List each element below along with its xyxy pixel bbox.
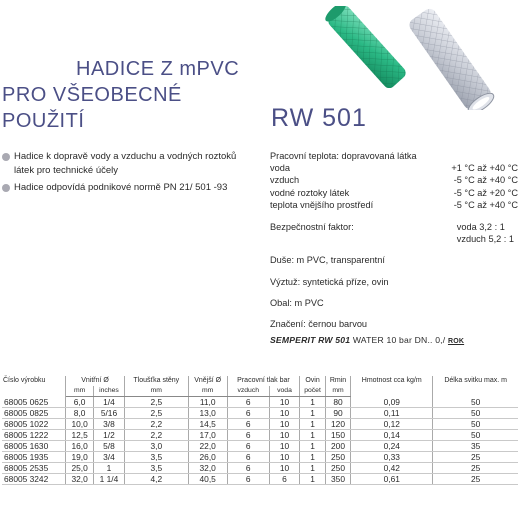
spec-label: vzduch: [270, 175, 300, 186]
table-cell-water: 10: [269, 408, 299, 419]
table-cell-air: 6: [227, 474, 269, 485]
header-wall: Tloušťka stěny: [124, 376, 188, 386]
sub-count: počet: [300, 386, 326, 397]
table-cell-len: 50: [433, 397, 518, 408]
safety-item-label: vzduch: [456, 234, 486, 245]
header-inner: Vnitřní Ø: [66, 376, 125, 386]
safety-item-label: voda: [456, 222, 477, 233]
table-cell-mm: 19,0: [66, 452, 94, 463]
table-cell-ovin: 1: [300, 430, 326, 441]
header-pressure: Pracovní tlak bar: [227, 376, 300, 386]
table-cell-rmin: 250: [325, 463, 350, 474]
table-cell-rmin: 120: [325, 419, 350, 430]
table-cell-ovin: 1: [300, 474, 326, 485]
table-cell-ovin: 1: [300, 452, 326, 463]
spec-value: +1 °C až +40 °C: [451, 163, 518, 174]
header-code: Číslo výrobku: [2, 376, 66, 397]
table-cell-mm: 8,0: [66, 408, 94, 419]
product-code: RW 501: [271, 104, 367, 132]
marking-rok: ROK: [447, 338, 465, 346]
safety-label: Bezpečnostní faktor:: [270, 222, 354, 233]
table-cell-code: 68005 1935: [2, 452, 66, 463]
table-cell-wall: 3,0: [124, 441, 188, 452]
table-cell-wall: 2,2: [124, 430, 188, 441]
table-cell-weight: 0,61: [351, 474, 433, 485]
table-cell-weight: 0,33: [351, 452, 433, 463]
header-rmin: Rmin: [325, 376, 350, 386]
spec-label: teplota vnějšího prostředí: [270, 199, 374, 210]
table-row: [2, 419, 518, 430]
table-cell-water: 10: [269, 397, 299, 408]
table-cell-air: 6: [227, 419, 269, 430]
sub-rmin-mm: mm: [325, 386, 350, 397]
table-cell-code: 68005 2535: [2, 463, 66, 474]
spec-label: voda: [270, 163, 290, 174]
table-cell-len: 35: [433, 441, 518, 452]
header-ovin: Ovin: [300, 376, 326, 386]
table-cell-weight: 0,14: [351, 430, 433, 441]
table-cell-in: 5/8: [94, 441, 125, 452]
sub-inner-mm: mm: [66, 386, 94, 397]
table-cell-ovin: 1: [300, 397, 326, 408]
table-cell-wall: 4,2: [124, 474, 188, 485]
table-cell-len: 25: [433, 474, 518, 485]
table-cell-weight: 0,11: [351, 408, 433, 419]
table-cell-len: 25: [433, 452, 518, 463]
table-cell-rmin: 200: [325, 441, 350, 452]
spec-label: vodné roztoky látek: [270, 187, 350, 198]
header-weight: Hmotnost cca kg/m: [351, 376, 433, 397]
safety-item-value: 5,2 : 1: [488, 234, 514, 245]
table-cell-code: 68005 0625: [2, 397, 66, 408]
title-line-3: POUŽITÍ: [2, 110, 85, 132]
table-cell-code: 68005 1222: [2, 430, 66, 441]
table-cell-outer: 22,0: [188, 441, 227, 452]
table-cell-outer: 17,0: [188, 430, 227, 441]
table-row: [2, 408, 518, 419]
bullet-icon: [2, 184, 10, 192]
table-cell-outer: 40,5: [188, 474, 227, 485]
table-cell-air: 6: [227, 441, 269, 452]
table-cell-air: 6: [227, 397, 269, 408]
title-line-1: HADICE Z mPVC: [76, 58, 240, 80]
bullet-icon: [2, 153, 10, 161]
table-cell-air: 6: [227, 463, 269, 474]
table-cell-ovin: 1: [300, 408, 326, 419]
sub-outer-mm: mm: [188, 386, 227, 397]
table-cell-water: 10: [269, 419, 299, 430]
transparent-hose-image: [400, 8, 500, 110]
sub-wall-mm: mm: [124, 386, 188, 397]
table-cell-wall: 3,5: [124, 463, 188, 474]
table-cell-mm: 25,0: [66, 463, 94, 474]
safety-item-value: 3,2 : 1: [479, 222, 505, 233]
table-cell-rmin: 250: [325, 452, 350, 463]
table-cell-outer: 32,0: [188, 463, 227, 474]
table-cell-code: 68005 0825: [2, 408, 66, 419]
table-cell-rmin: 150: [325, 430, 350, 441]
table-cell-in: 5/16: [94, 408, 125, 419]
table-cell-rmin: 90: [325, 408, 350, 419]
feature-list: [2, 150, 257, 198]
table-cell-outer: 11,0: [188, 397, 227, 408]
specifications: [270, 150, 518, 348]
spec-value: -5 °C až +20 °C: [453, 187, 518, 198]
table-cell-len: 50: [433, 408, 518, 419]
table-cell-water: 10: [269, 430, 299, 441]
sub-inner-in: inches: [94, 386, 125, 397]
table-cell-in: 1 1/4: [94, 474, 125, 485]
table-row: [2, 452, 518, 463]
title-line-2: PRO VŠEOBECNÉ: [2, 84, 182, 106]
header-outer: Vnější Ø: [188, 376, 227, 386]
spec-value: -5 °C až +40 °C: [453, 199, 518, 210]
spec-row: [270, 174, 518, 186]
table-cell-code: 68005 1630: [2, 441, 66, 452]
sub-air: vzduch: [227, 386, 269, 397]
table-row: [2, 474, 518, 485]
marking-brand: SEMPERIT RW 501: [270, 335, 351, 346]
table-cell-ovin: 1: [300, 419, 326, 430]
table-cell-ovin: 1: [300, 441, 326, 452]
safety-factor: [270, 221, 518, 245]
table-cell-mm: 10,0: [66, 419, 94, 430]
table-cell-code: 68005 1022: [2, 419, 66, 430]
table-cell-air: 6: [227, 452, 269, 463]
table-cell-air: 6: [227, 430, 269, 441]
table-cell-mm: 6,0: [66, 397, 94, 408]
table-cell-in: 3/4: [94, 452, 125, 463]
green-hose-image: [322, 6, 412, 88]
table-cell-weight: 0,12: [351, 419, 433, 430]
marking-text: [270, 334, 518, 348]
list-item: [2, 150, 257, 178]
table-cell-in: 1/2: [94, 430, 125, 441]
table-cell-wall: 2,5: [124, 408, 188, 419]
table-cell-wall: 2,5: [124, 397, 188, 408]
marking-label: Značení: černou barvou: [270, 319, 368, 330]
bullet-text: Hadice k dopravě vody a vzduchu a vodných roztoků látek pro technické účely: [14, 151, 237, 176]
table-cell-wall: 3,5: [124, 452, 188, 463]
table-cell-rmin: 350: [325, 474, 350, 485]
table-cell-in: 1/4: [94, 397, 125, 408]
table-cell-in: 3/8: [94, 419, 125, 430]
list-item: [2, 181, 257, 195]
table-cell-len: 25: [433, 463, 518, 474]
table-row: [2, 441, 518, 452]
table-cell-len: 50: [433, 430, 518, 441]
spec-row: [270, 199, 518, 211]
table-cell-len: 50: [433, 419, 518, 430]
table-cell-weight: 0,09: [351, 397, 433, 408]
cover-material: Obal: m PVC: [270, 297, 324, 308]
table-row: [2, 463, 518, 474]
table-cell-water: 6: [269, 474, 299, 485]
core-material: Duše: m PVC, transparentní: [270, 255, 385, 266]
table-cell-wall: 2,2: [124, 419, 188, 430]
safety-values: [457, 221, 514, 245]
bullet-text: Hadice odpovídá podnikové normě PN 21/ 501 -93: [14, 182, 228, 193]
table-cell-outer: 13,0: [188, 408, 227, 419]
table-cell-water: 10: [269, 452, 299, 463]
sub-water: voda: [269, 386, 299, 397]
table-cell-water: 10: [269, 441, 299, 452]
table-cell-in: 1: [94, 463, 125, 474]
table-cell-mm: 16,0: [66, 441, 94, 452]
table-cell-mm: 12,5: [66, 430, 94, 441]
table-cell-ovin: 1: [300, 463, 326, 474]
reinforcement: Výztuž: syntetická příze, ovin: [270, 276, 389, 287]
table-cell-rmin: 80: [325, 397, 350, 408]
marking-rest: WATER 10 bar DN.. 0,/: [352, 335, 446, 346]
product-table: [2, 376, 518, 485]
spec-row: [270, 187, 518, 199]
table-cell-mm: 32,0: [66, 474, 94, 485]
table-cell-weight: 0,24: [351, 441, 433, 452]
temperature-header: Pracovní teplota: dopravovaná látka: [270, 151, 417, 161]
table-row: [2, 430, 518, 441]
spec-value: -5 °C až +40 °C: [453, 175, 518, 186]
table-cell-weight: 0,42: [351, 463, 433, 474]
table-cell-outer: 14,5: [188, 419, 227, 430]
header-length: Délka svitku max. m: [444, 377, 507, 384]
table-cell-water: 10: [269, 463, 299, 474]
table-cell-air: 6: [227, 408, 269, 419]
table-cell-outer: 26,0: [188, 452, 227, 463]
table-cell-code: 68005 3242: [2, 474, 66, 485]
spec-row: [270, 162, 518, 174]
table-row: [2, 397, 518, 408]
